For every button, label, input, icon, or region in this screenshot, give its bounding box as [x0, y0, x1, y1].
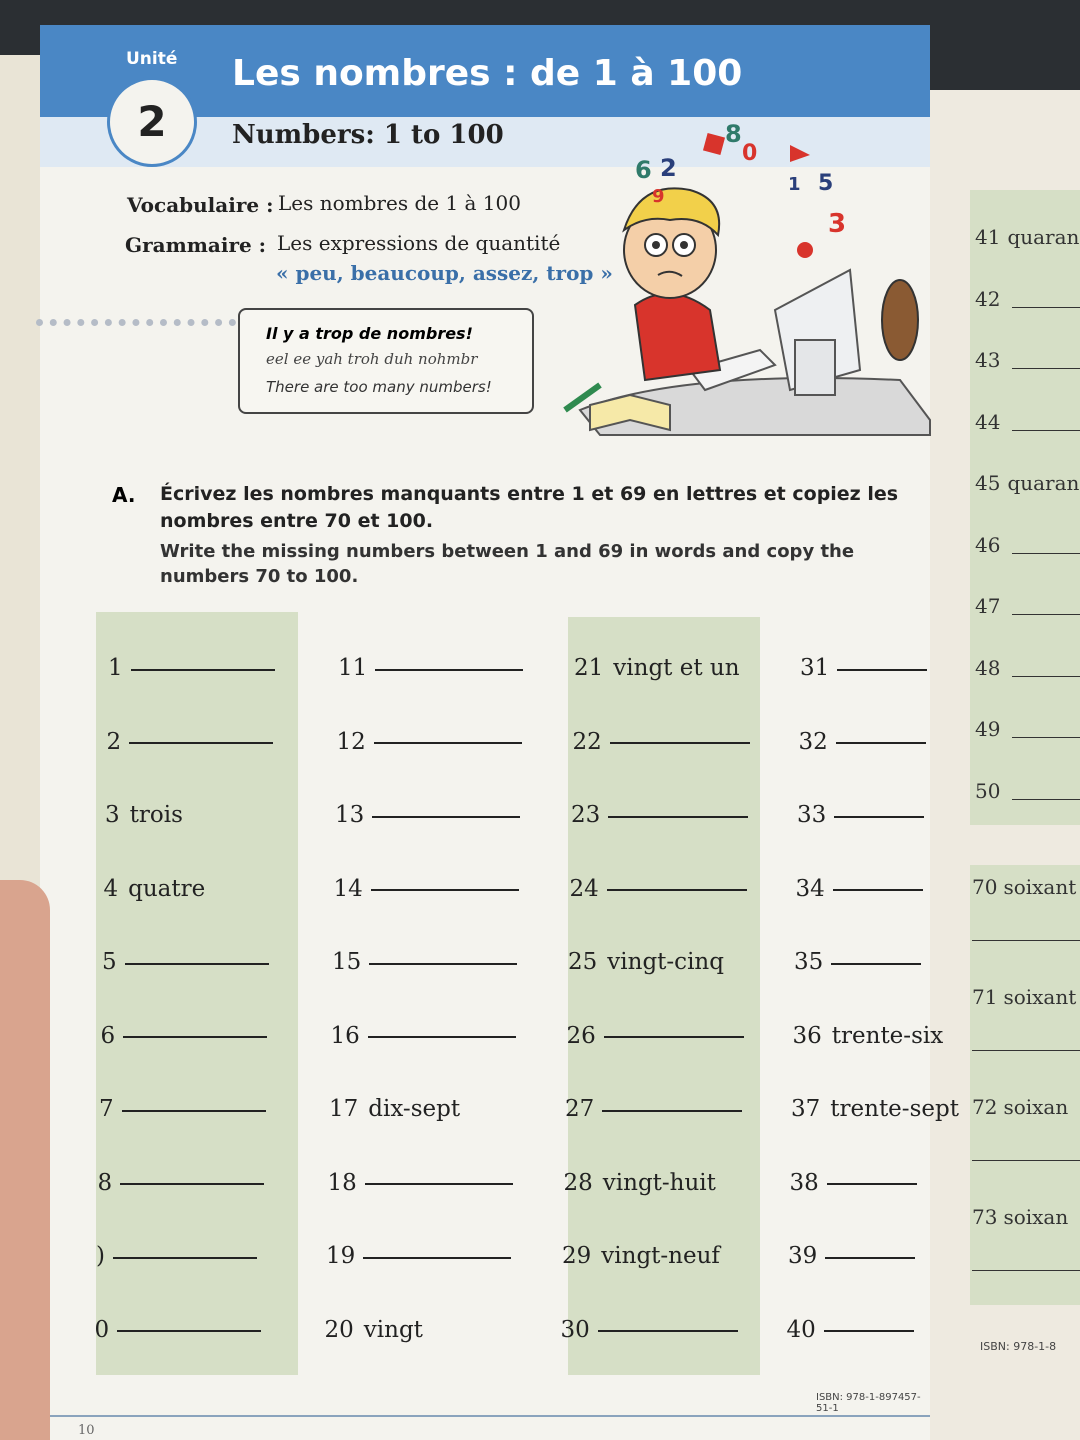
answer-blank[interactable] [123, 1035, 267, 1038]
number-entry [788, 1243, 915, 1269]
vocab-label: Vocabulaire : [127, 193, 274, 217]
answer-blank[interactable] [824, 1329, 914, 1332]
answer-blank[interactable] [825, 1256, 915, 1259]
entry-number: 15 [332, 949, 362, 975]
entry-number: 39 [788, 1243, 818, 1269]
number-entry [107, 729, 274, 755]
number-entry [793, 1023, 944, 1049]
entry-word: dix-sept [368, 1096, 461, 1122]
entry-word: quatre [128, 875, 206, 902]
number-entry [796, 876, 923, 902]
entry-number: 43 [975, 348, 1001, 372]
right-number-entry [975, 656, 1000, 680]
floating-digit: 2 [660, 154, 677, 182]
workbook-page [40, 25, 959, 1440]
number-entry [797, 802, 924, 828]
entry-number: 25 [568, 949, 598, 975]
red-triangle-shape [790, 145, 810, 162]
entry-number: 33 [797, 802, 827, 828]
floating-digit: 5 [818, 171, 834, 196]
floating-digit: 6 [635, 156, 652, 184]
number-entry [574, 655, 740, 681]
entry-number: 71 [972, 985, 998, 1009]
floating-digit: 3 [828, 209, 847, 239]
number-entry [99, 1096, 266, 1122]
entry-word: quaran [1007, 471, 1080, 495]
entry-number: 48 [975, 655, 1001, 680]
answer-blank[interactable] [1012, 799, 1080, 800]
entry-number: 7 [99, 1096, 114, 1122]
entry-number: 34 [795, 875, 825, 902]
number-entry [573, 729, 750, 755]
page-subtitle: Numbers: 1 to 100 [232, 120, 504, 150]
number-entry [105, 802, 183, 828]
isbn: ISBN: 978-1-897457-51-1 [816, 1392, 921, 1414]
answer-blank[interactable] [371, 888, 519, 891]
entry-number: 46 [975, 532, 1001, 557]
number-entry [96, 1243, 257, 1269]
dog-icon [882, 280, 918, 360]
answer-blank[interactable] [604, 1035, 744, 1038]
answer-blank[interactable] [113, 1256, 257, 1259]
answer-blank[interactable] [374, 741, 522, 744]
answer-blank[interactable] [607, 888, 747, 891]
entry-word: trente-six [831, 1022, 944, 1049]
number-entry [95, 1317, 262, 1343]
entry-number: 40 [786, 1316, 816, 1343]
entry-number: 32 [798, 728, 828, 755]
grammar-label: Grammaire : [125, 233, 267, 257]
bubble-phonetic: eel ee yah troh duh nohmbr [266, 350, 478, 368]
entry-word: trente-sept [830, 1096, 959, 1122]
answer-blank[interactable] [836, 741, 926, 744]
speech-bubble [238, 308, 534, 414]
entry-number: 20 [324, 1316, 354, 1343]
bubble-english: There are too many numbers! [266, 378, 492, 396]
number-entry [794, 949, 921, 975]
entry-word: vingt [363, 1316, 423, 1343]
entry-number: 44 [975, 409, 1001, 434]
unit-number-badge: 2 [107, 77, 197, 167]
answer-blank[interactable] [365, 1182, 513, 1185]
entry-number: 22 [572, 728, 602, 755]
right-number-entry [975, 471, 1079, 495]
entry-number: 27 [565, 1096, 595, 1122]
entry-number: 17 [329, 1096, 359, 1122]
answer-blank[interactable] [1012, 737, 1080, 738]
answer-blank[interactable] [129, 741, 273, 744]
entry-number: 8 [97, 1169, 113, 1196]
right-number-entry [972, 1095, 1068, 1119]
entry-number: 28 [563, 1169, 593, 1196]
number-entry [799, 729, 926, 755]
answer-blank[interactable] [972, 1050, 1080, 1051]
entry-number: 2 [106, 728, 122, 755]
grammar-text: Les expressions de quantité [277, 231, 561, 255]
entry-number: 30 [560, 1316, 590, 1343]
right-number-entry [972, 875, 1076, 899]
entry-number: 41 [975, 225, 1001, 249]
answer-blank[interactable] [831, 962, 921, 965]
entry-number: 18 [327, 1169, 357, 1196]
right-number-entry [975, 533, 1000, 557]
floating-digit: 8 [725, 120, 742, 148]
answer-blank[interactable] [120, 1182, 264, 1185]
right-page-panel-bottom [970, 865, 1080, 1305]
floating-digit: 9 [652, 186, 665, 207]
number-entry [98, 1170, 265, 1196]
answer-blank[interactable] [131, 668, 275, 671]
right-number-entry [975, 410, 1000, 434]
entry-word: soixant [1003, 875, 1077, 899]
answer-blank[interactable] [368, 1035, 516, 1038]
answer-blank[interactable] [375, 668, 523, 671]
answer-blank[interactable] [610, 741, 750, 744]
number-entry [101, 1023, 268, 1049]
answer-blank[interactable] [972, 1270, 1080, 1271]
answer-blank[interactable] [834, 815, 924, 818]
number-entry [104, 876, 206, 902]
entry-number: 49 [975, 717, 1001, 741]
entry-number: 38 [789, 1169, 819, 1196]
entry-word: soixan [1003, 1205, 1069, 1229]
right-number-entry [972, 1205, 1068, 1229]
number-entry [570, 876, 747, 902]
answer-blank[interactable] [598, 1329, 738, 1332]
right-number-entry [975, 594, 1000, 618]
number-entry [791, 1096, 959, 1122]
answer-blank[interactable] [1012, 430, 1080, 431]
page-title: Les nombres : de 1 à 100 [232, 53, 743, 94]
entry-number: 3 [105, 802, 120, 828]
floating-digit: 1 [788, 174, 801, 195]
number-entry [561, 1317, 738, 1343]
number-entry [787, 1317, 914, 1343]
answer-blank[interactable] [827, 1182, 917, 1185]
vocab-text: Les nombres de 1 à 100 [278, 191, 521, 215]
boy-at-computer-illustration [560, 120, 930, 440]
entry-number: 50 [975, 778, 1001, 803]
number-entry [565, 1096, 742, 1122]
answer-blank[interactable] [372, 815, 520, 818]
entry-number: 1 [108, 655, 123, 681]
right-isbn: ISBN: 978-1-8 [980, 1340, 1057, 1353]
entry-word: vingt-huit [602, 1169, 716, 1196]
number-entry [562, 1243, 720, 1269]
instruction-french: Écrivez les nombres manquants entre 1 et 69 en lettres et copiez les nombres entre 70 et 100. [160, 483, 899, 532]
answer-blank[interactable] [122, 1109, 266, 1112]
number-entry [335, 802, 520, 828]
exercise-letter: A. [112, 483, 136, 507]
entry-number: 29 [562, 1243, 592, 1269]
answer-blank[interactable] [833, 888, 923, 891]
number-entry [338, 655, 523, 681]
entry-number: 36 [792, 1022, 822, 1049]
hand-holding-book [0, 880, 50, 1440]
entry-word: vingt et un [613, 655, 740, 681]
number-entry [325, 1317, 423, 1343]
number-entry [790, 1170, 917, 1196]
entry-number: 73 [972, 1205, 998, 1229]
answer-blank[interactable] [1012, 553, 1080, 554]
entry-number: 47 [975, 594, 1001, 618]
entry-number: 16 [330, 1022, 360, 1049]
entry-number: 6 [100, 1022, 116, 1049]
entry-number: ) [96, 1243, 105, 1269]
answer-blank[interactable] [972, 1160, 1080, 1161]
answer-blank[interactable] [1012, 368, 1080, 369]
entry-word: trois [129, 802, 183, 828]
entry-word: vingt-neuf [601, 1243, 720, 1269]
grammar-examples: « peu, beaucoup, assez, trop » [276, 261, 613, 285]
entry-number: 21 [574, 655, 604, 681]
number-entry [328, 1170, 513, 1196]
page-bottom-rule [40, 1415, 930, 1417]
answer-blank[interactable] [1012, 614, 1080, 615]
entry-number: 0 [94, 1316, 110, 1343]
answer-blank[interactable] [837, 668, 927, 671]
number-entry [337, 729, 522, 755]
entry-number: 35 [794, 949, 824, 975]
entry-number: 37 [791, 1096, 821, 1122]
number-entry [326, 1243, 511, 1269]
red-circle-shape [797, 242, 813, 258]
computer-tower [795, 340, 835, 395]
red-square-shape [703, 133, 725, 155]
entry-word: soixant [1003, 985, 1077, 1009]
number-entry [332, 949, 517, 975]
unit-label: Unité [126, 49, 178, 69]
number-entry [800, 655, 927, 681]
entry-number: 12 [336, 728, 366, 755]
answer-blank[interactable] [125, 962, 269, 965]
right-number-entry [975, 225, 1079, 249]
dotted-divider [36, 319, 236, 326]
entry-number: 31 [800, 655, 830, 681]
right-page [930, 90, 1080, 1440]
entry-number: 11 [338, 655, 368, 681]
entry-number: 19 [326, 1243, 356, 1269]
entry-number: 13 [335, 802, 365, 828]
entry-word: soixan [1003, 1095, 1069, 1119]
entry-number: 45 [975, 471, 1001, 495]
number-entry [564, 1170, 716, 1196]
entry-number: 24 [569, 875, 599, 902]
bubble-french: Il y a trop de nombres! [266, 324, 473, 343]
entry-number: 4 [103, 875, 119, 902]
answer-blank[interactable] [1012, 676, 1080, 677]
number-entry [102, 949, 269, 975]
number-entry [334, 876, 519, 902]
answer-blank[interactable] [602, 1109, 742, 1112]
entry-number: 42 [975, 286, 1001, 311]
page-number: 10 [78, 1423, 95, 1438]
entry-number: 23 [571, 802, 601, 828]
right-number-entry [972, 985, 1076, 1009]
instruction-english: Write the missing numbers between 1 and 69 in words and copy the numbers 70 to 100. [160, 541, 855, 587]
entry-number: 70 [972, 875, 998, 899]
number-entry [567, 1023, 744, 1049]
right-number-entry [975, 287, 1000, 311]
right-number-entry [975, 348, 1000, 372]
answer-blank[interactable] [369, 962, 517, 965]
entry-word: quaran [1007, 225, 1080, 249]
number-entry [108, 655, 275, 681]
answer-blank[interactable] [363, 1256, 511, 1259]
floating-digit: 0 [742, 141, 758, 166]
number-entry [329, 1096, 460, 1122]
entry-word: vingt-cinq [607, 949, 724, 975]
right-number-entry [975, 779, 1000, 803]
answer-blank[interactable] [117, 1329, 261, 1332]
number-entry [571, 802, 748, 828]
answer-blank[interactable] [972, 940, 1080, 941]
answer-blank[interactable] [1012, 307, 1080, 308]
number-entry [331, 1023, 516, 1049]
answer-blank[interactable] [608, 815, 748, 818]
entry-number: 26 [566, 1022, 596, 1049]
entry-number: 14 [333, 875, 363, 902]
number-entry [568, 949, 724, 975]
entry-number: 5 [102, 949, 117, 975]
right-number-entry [975, 717, 1000, 741]
entry-number: 72 [972, 1095, 998, 1119]
